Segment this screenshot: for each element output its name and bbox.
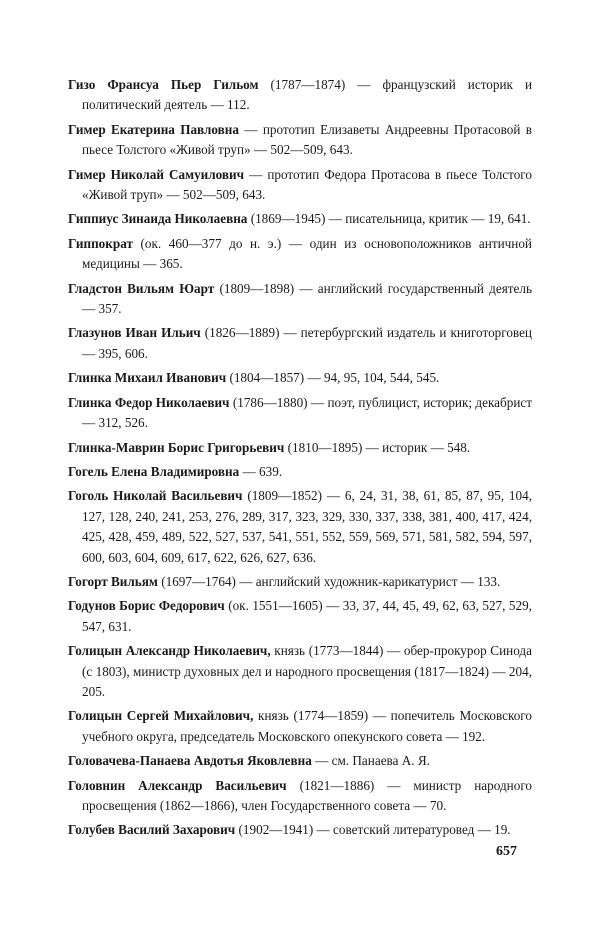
- entry-name: Гиппократ: [68, 235, 133, 251]
- index-entry: [68, 820, 532, 840]
- entry-text: (1821—1886) — министр народного просвещения (1862—1866), член Государственного совета — 70.: [82, 777, 532, 813]
- index-entry: [68, 438, 532, 458]
- page-number: 657: [496, 844, 517, 859]
- entry-text: (ок. 1551—1605) — 33, 37, 44, 45, 49, 62, 63, 527, 529, 547, 631.: [82, 598, 532, 634]
- index-entry: [68, 486, 532, 568]
- entry-name: Глазунов Иван Ильич: [68, 325, 201, 341]
- entry-text: (1826—1889) — петербургский издатель и книготорговец — 395, 606.: [82, 325, 532, 361]
- entry-text: (1697—1764) — английский художник-карикатурист — 133.: [157, 573, 501, 589]
- entry-name: Гогель Елена Владимировна: [68, 463, 240, 479]
- entry-text: (1809—1898) — английский государственный деятель — 357.: [82, 280, 532, 317]
- entry-name: Гизо Франсуа Пьер Гильом: [68, 77, 259, 92]
- index-entry: [68, 279, 532, 320]
- index-entry: [68, 234, 532, 275]
- entry-text: — 639.: [239, 463, 283, 479]
- entry-text: (1809—1852) — 6, 24, 31, 38, 61, 85, 87, 95, 104, 127, 128, 240, 241, 253, 276, 289, 317, 323, 329, 330, 337, 338, 381, 400, 417, 424, 425, 428, 459, 489, 522, 527, 537, 541, 551, 552, 559, 569, 571, 581, 582, 594, 597, 600, 603, 604, 609, 617, 622, 626, 627, 636.: [82, 488, 532, 565]
- entry-text: — см. Панаева А. Я.: [311, 753, 430, 769]
- index-entry: [68, 75, 532, 116]
- entry-name: Глинка Михаил Иванович: [68, 370, 227, 386]
- index-entry: [68, 751, 532, 771]
- entry-text: (1810—1895) — историк — 548.: [284, 439, 471, 455]
- index-entry: [68, 393, 532, 434]
- index-entry: [68, 165, 532, 206]
- index-entry: [68, 120, 532, 161]
- entry-text: — прототип Елизаветы Андреевны Протасовой в пьесе Толстого «Живой труп» — 502—509, 643.: [82, 121, 532, 158]
- entry-name: Гимер Николай Самуилович: [68, 166, 245, 182]
- entry-name: Гимер Екатерина Павловна: [68, 121, 239, 137]
- entry-text: (1787—1874) — французский историк и политический деятель — 112.: [82, 77, 533, 113]
- index-entry: [68, 462, 532, 482]
- entry-name: Гогорт Вильям: [68, 573, 158, 589]
- index-entries: [68, 75, 532, 845]
- entry-name: Глинка Федор Николаевич: [68, 394, 230, 410]
- entry-name: Гладстон Вильям Юарт: [68, 280, 215, 296]
- entry-name: Годунов Борис Федорович: [68, 598, 225, 614]
- entry-text: князь (1773—1844) — обер-прокурор Синода (с 1803), министр духовных дел и народного просвещения (1817—1824) — 204, 205.: [82, 643, 532, 699]
- index-entry: [68, 209, 532, 229]
- entry-name: Голицын Сергей Михайлович,: [68, 708, 254, 724]
- entry-text: (1786—1880) — поэт, публицист, историк; декабрист — 312, 526.: [82, 394, 532, 431]
- entry-name: Глинка-Маврин Борис Григорьевич: [68, 439, 285, 455]
- entry-text: (ок. 460—377 до н. э.) — один из основоположников античной медицины — 365.: [82, 235, 532, 272]
- entry-text: — прототип Федора Протасова в пьесе Толстого «Живой труп» — 502—509, 643.: [82, 166, 532, 203]
- entry-text: князь (1774—1859) — попечитель Московского учебного округа, председатель Московского опекунского совета — 192.: [82, 708, 532, 744]
- entry-name: Гоголь Николай Васильевич: [68, 488, 243, 504]
- entry-name: Головнин Александр Васильевич: [68, 777, 287, 793]
- entry-name: Головачева-Панаева Авдотья Яковлевна: [68, 753, 312, 769]
- entry-name: Голицын Александр Николаевич,: [68, 643, 271, 659]
- entry-text: (1902—1941) — советский литературовед — 19.: [235, 822, 511, 838]
- index-entry: [68, 641, 532, 702]
- entry-name: Голубев Василий Захарович: [68, 822, 236, 838]
- index-entry: [68, 706, 532, 747]
- index-entry: [68, 596, 532, 637]
- index-entry: [68, 323, 532, 364]
- entry-text: (1804—1857) — 94, 95, 104, 544, 545.: [226, 370, 440, 386]
- index-entry: [68, 368, 532, 388]
- index-entry: [68, 572, 532, 592]
- entry-text: (1869—1945) — писательница, критик — 19, 641.: [247, 211, 531, 227]
- index-entry: [68, 776, 532, 817]
- entry-name: Гиппиус Зинаида Николаевна: [68, 211, 248, 227]
